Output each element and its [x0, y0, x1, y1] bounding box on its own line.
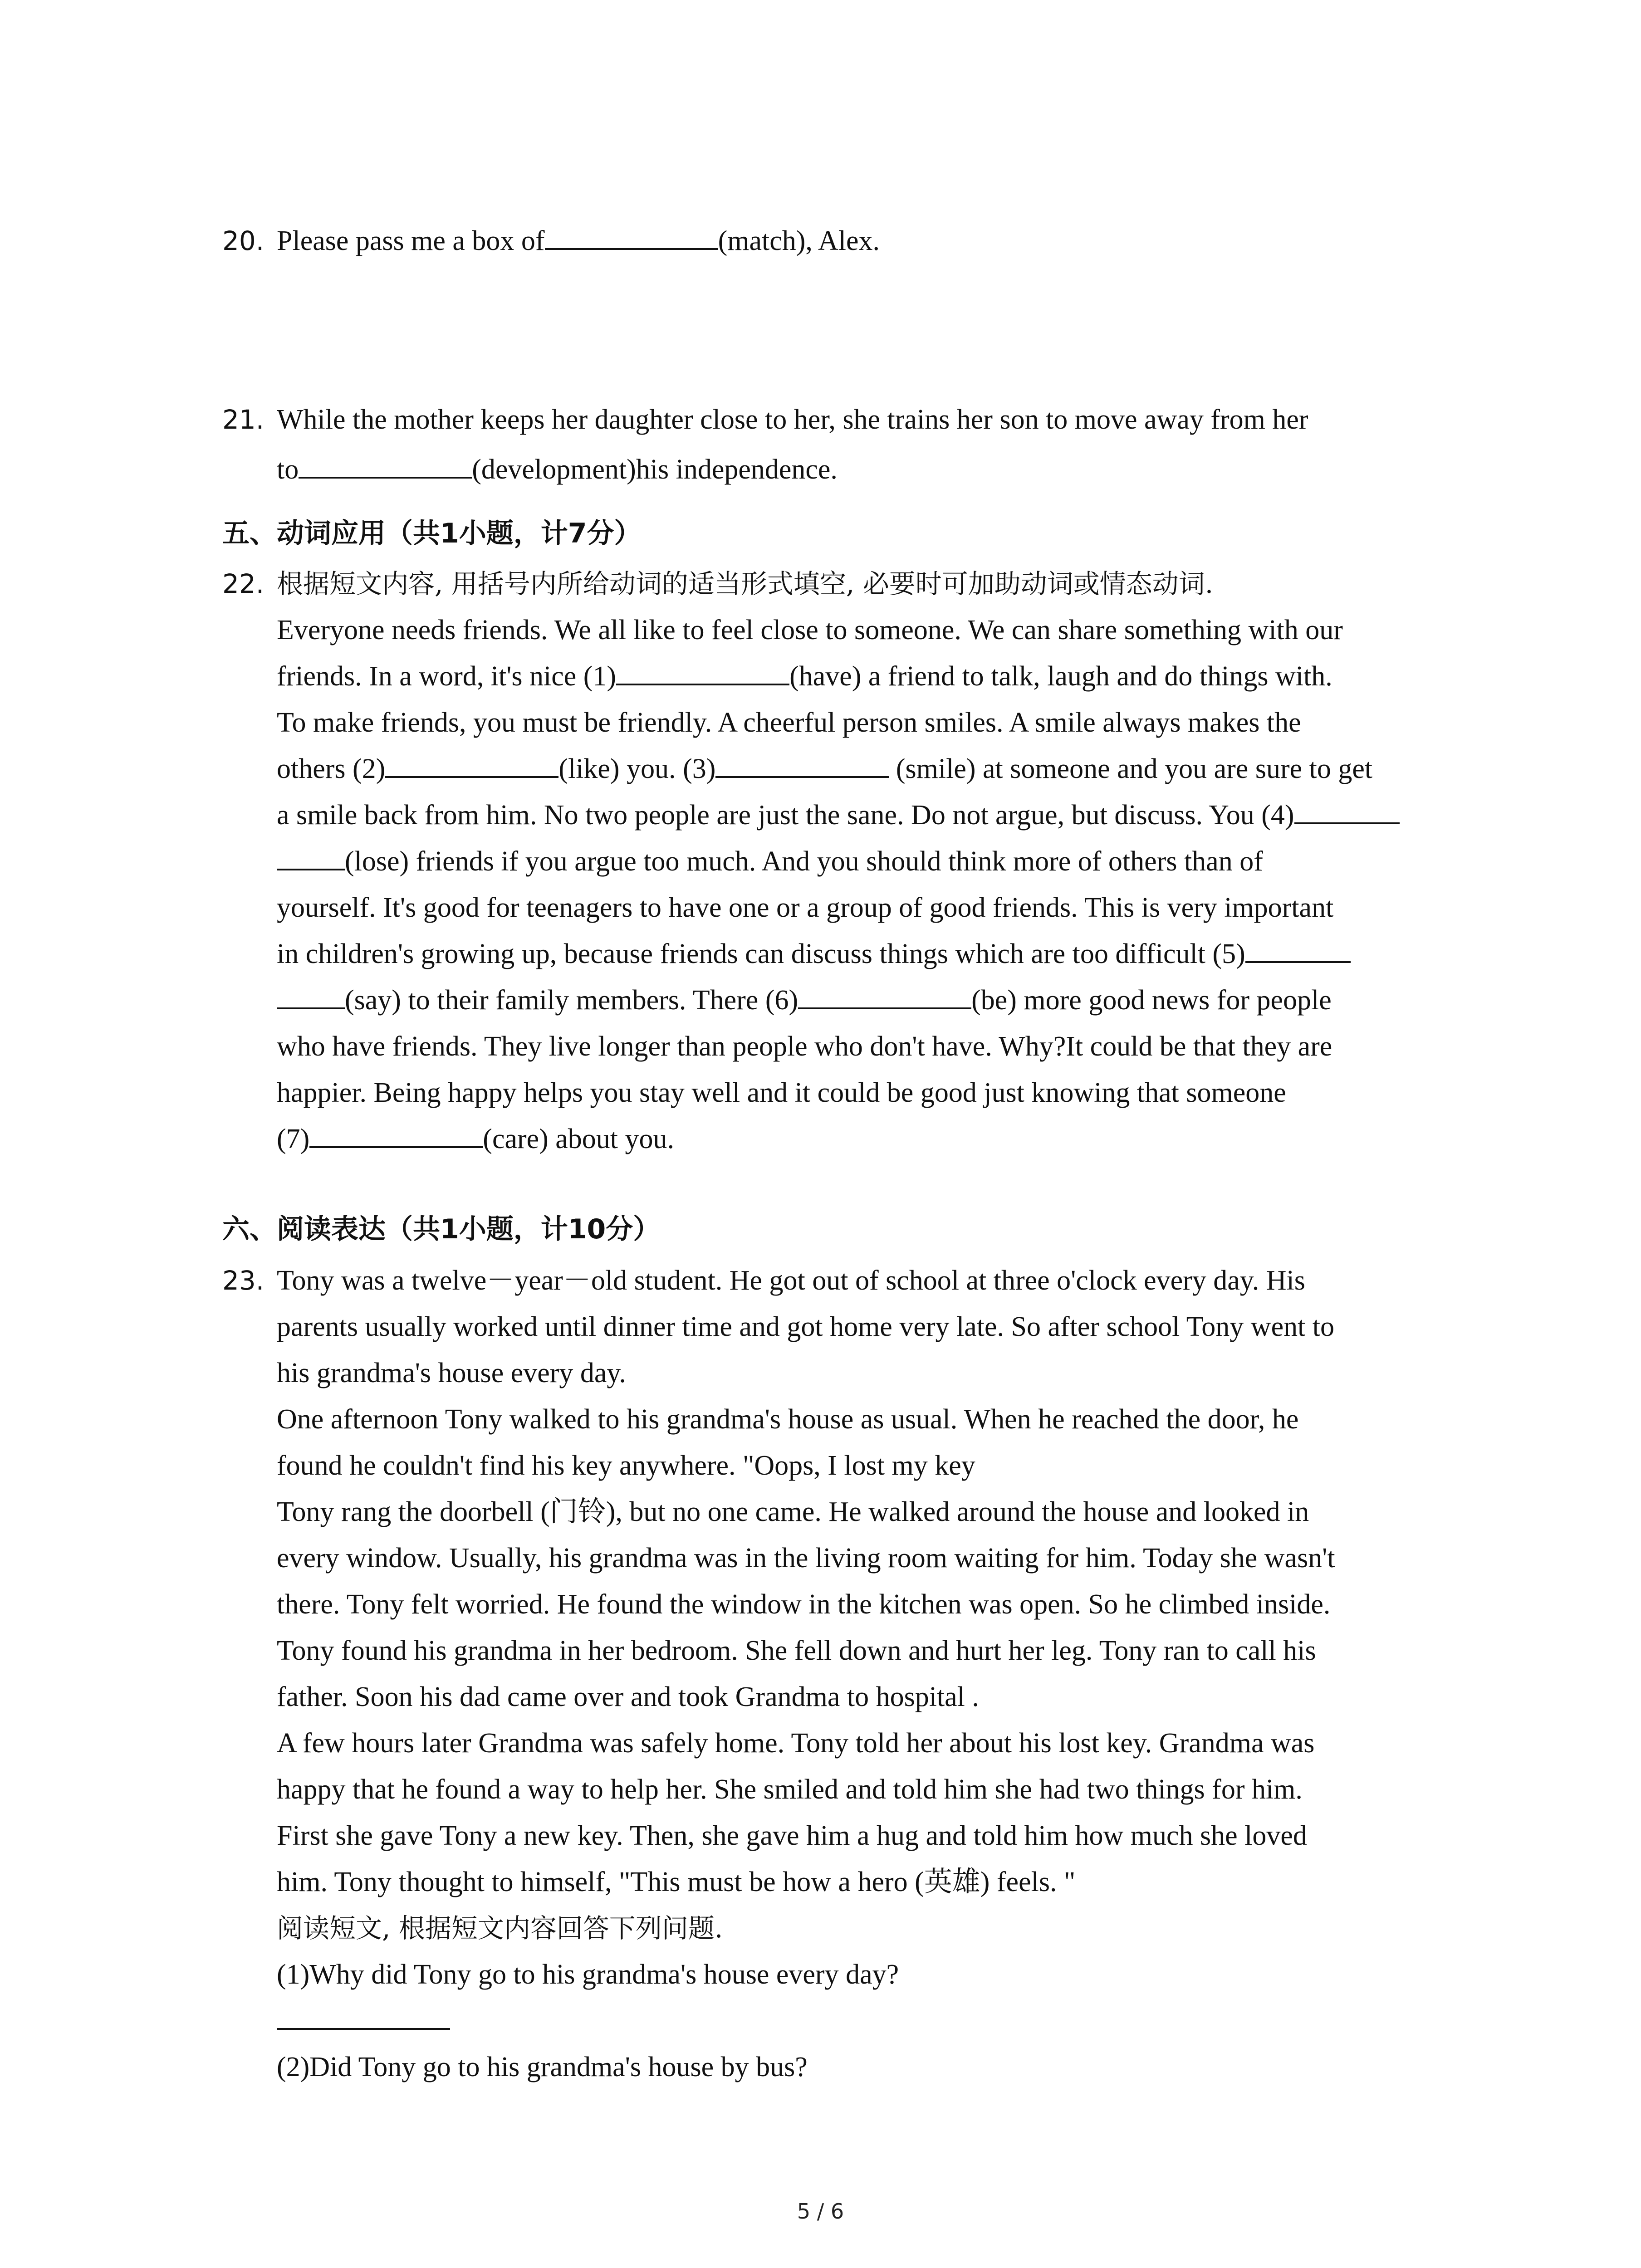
answer-blank-4-cont[interactable] [277, 842, 345, 870]
passage-line [277, 977, 1515, 1023]
text-segment: (smile) at someone and you are sure to get [889, 753, 1373, 784]
text-segment: (care) about you. [483, 1124, 675, 1154]
text-segment: in children's growing up, because friends can discuss things which are too difficult (5) [277, 938, 1245, 969]
question-instruction: 根据短文内容, 用括号内所给动词的适当形式填空, 必要时可加助动词或情态动词. [277, 568, 1214, 599]
passage-line: To make friends, you must be friendly. A cheerful person smiles. A smile always makes the [277, 707, 1301, 738]
passage-line: Tony was a twelve－year－old student. He got out of school at three o'clock every day. His [277, 1265, 1305, 1296]
question-text [277, 218, 1515, 264]
answer-blank[interactable] [545, 222, 718, 250]
answer-blank-6[interactable] [798, 981, 971, 1009]
passage-line: Tony rang the doorbell (门铃), but no one came. He walked around the house and looked in [277, 1496, 1309, 1527]
question-21 [222, 396, 1515, 493]
question-number: 21. [222, 404, 265, 435]
question-instruction: 阅读短文, 根据短文内容回答下列问题. [277, 1913, 723, 1944]
question-number: 22. [222, 568, 265, 599]
passage-line: First she gave Tony a new key. Then, she gave him a hug and told him how much she loved [277, 1820, 1307, 1851]
page-number: 5 / 6 [797, 2199, 844, 2224]
passage-line [277, 792, 1515, 838]
passage-line: Everyone needs friends. We all like to feel close to someone. We can share something with our [277, 615, 1343, 645]
passage-line [277, 653, 1515, 699]
passage-line [277, 1116, 1515, 1162]
text-segment: (have) a friend to talk, laugh and do things with. [789, 661, 1332, 692]
passage-line: his grandma's house every day. [277, 1358, 626, 1388]
answer-blank-1[interactable] [616, 657, 789, 685]
text-segment: friends. In a word, it's nice (1) [277, 661, 617, 692]
text-segment: others (2) [277, 753, 386, 784]
passage-line: happier. Being happy helps you stay well and it could be good just knowing that someone [277, 1077, 1286, 1108]
question-number: 23. [222, 1265, 265, 1296]
text-segment: (7) [277, 1124, 310, 1154]
question-text [277, 446, 1515, 493]
text-segment: (development)his independence. [472, 454, 838, 485]
text-segment: (match), Alex. [718, 225, 880, 256]
answer-blank-3[interactable] [715, 750, 889, 778]
passage-line: A few hours later Grandma was safely home. Tony told her about his lost key. Grandma was [277, 1728, 1315, 1759]
question-22 [222, 561, 1515, 1162]
passage-line: found he couldn't find his key anywhere. "Oops, I lost my key [277, 1450, 975, 1481]
passage-line: Tony found his grandma in her bedroom. She fell down and hurt her leg. Tony ran to call his [277, 1635, 1316, 1666]
answer-blank-7[interactable] [309, 1120, 483, 1148]
text-segment: (be) more good news for people [971, 985, 1332, 1016]
question-23 [222, 1257, 1515, 2090]
section-heading: 六、阅读表达（共1小题，计10分） [222, 1213, 661, 1245]
passage-line [277, 931, 1515, 977]
text-segment: (lose) friends if you argue too much. And you should think more of others than of [345, 846, 1263, 877]
question-text: While the mother keeps her daughter close to her, she trains her son to move away from her [277, 404, 1308, 435]
passage-line [277, 746, 1515, 792]
text-segment: Please pass me a box of [277, 225, 545, 256]
passage-line: there. Tony felt worried. He found the window in the kitchen was open. So he climbed inside. [277, 1589, 1331, 1620]
passage-line: father. Soon his dad came over and took Grandma to hospital . [277, 1681, 979, 1712]
passage-line: every window. Usually, his grandma was in the living room waiting for him. Today she wasn't [277, 1543, 1335, 1574]
passage-line: happy that he found a way to help her. She smiled and told him she had two things for him. [277, 1774, 1303, 1805]
sub-question-2: (2)Did Tony go to his grandma's house by bus? [277, 2052, 808, 2082]
text-segment: a smile back from him. No two people are just the sane. Do not argue, but discuss. You (4) [277, 800, 1294, 831]
answer-blank-2[interactable] [385, 750, 558, 778]
answer-blank-1[interactable] [277, 2002, 450, 2030]
answer-line [277, 1998, 1515, 2044]
text-segment: to [277, 454, 299, 485]
passage-line: One afternoon Tony walked to his grandma's house as usual. When he reached the door, he [277, 1404, 1299, 1435]
sub-question-1: (1)Why did Tony go to his grandma's house every day? [277, 1959, 899, 1990]
question-number: 20. [222, 225, 265, 256]
passage-line [277, 838, 1515, 885]
passage-line: parents usually worked until dinner time and got home very late. So after school Tony went to [277, 1311, 1335, 1342]
passage-line: yourself. It's good for teenagers to have one or a group of good friends. This is very important [277, 892, 1334, 923]
text-segment: (say) to their family members. There (6) [345, 985, 798, 1016]
answer-blank-5-cont[interactable] [277, 981, 345, 1009]
passage-line: him. Tony thought to himself, "This must be how a hero (英雄) feels. " [277, 1867, 1076, 1897]
section-heading: 五、动词应用（共1小题，计7分） [222, 518, 642, 549]
question-20 [222, 218, 1515, 264]
answer-blank[interactable] [299, 450, 472, 479]
answer-blank-4[interactable] [1294, 796, 1400, 824]
answer-blank-5[interactable] [1245, 935, 1351, 963]
passage-line: who have friends. They live longer than people who don't have. Why?It could be that they are [277, 1031, 1332, 1062]
text-segment: (like) you. (3) [558, 753, 716, 784]
